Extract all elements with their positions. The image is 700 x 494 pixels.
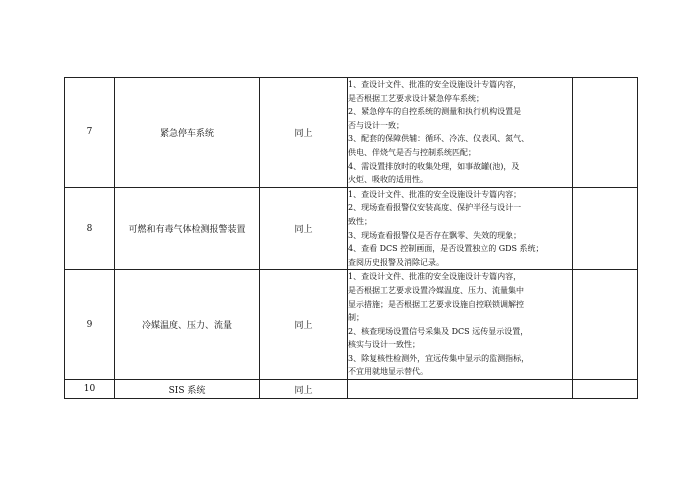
row-number: 8 xyxy=(65,187,115,270)
result-cell xyxy=(573,187,638,270)
result-cell xyxy=(573,78,638,188)
content-line: 3、现场查看报警仪是否存在飘零、失效的现象； xyxy=(348,230,522,240)
table-row xyxy=(65,380,638,399)
content-line: 是否根据工艺要求设计紧急停车系统； xyxy=(348,93,484,103)
check-content xyxy=(348,380,573,399)
table-row xyxy=(65,270,638,380)
content-line: 否与设计一致； xyxy=(348,120,404,130)
content-line: 2、紧急停车的自控系统的测量和执行机构设置是 xyxy=(348,107,522,117)
content-line: 3、配套的保障供辅：循环、冷冻、仪表风、氮气、 xyxy=(348,134,530,144)
content-line: 致性； xyxy=(348,216,372,226)
result-cell xyxy=(573,380,638,399)
content-line: 不宜用就地显示替代。 xyxy=(348,367,428,377)
result-cell xyxy=(573,270,638,380)
table-row xyxy=(65,187,638,270)
content-line: 制； xyxy=(348,313,364,323)
content-line: 是否根据工艺要求设置冷媒温度、压力、流量集中 xyxy=(348,285,524,295)
table-row xyxy=(65,78,638,188)
content-line: 显示措施；是否根据工艺要求设施自控联锁调解控 xyxy=(348,299,524,309)
content-line: 4、需设置排放时的收集处理，如事故罐(池)，及 xyxy=(348,161,520,171)
content-line: 2、现场查看报警仪安装高度、保护半径与设计一 xyxy=(348,203,522,213)
row-number: 9 xyxy=(65,270,115,380)
row-number: 7 xyxy=(65,78,115,188)
content-line: 核实与设计一致性； xyxy=(348,340,420,350)
item-name: 可燃和有毒气体检测报警装置 xyxy=(115,187,260,270)
content-line: 查阅历史报警及消除记录。 xyxy=(348,257,444,267)
content-line: 火炬、吸收的适用性。 xyxy=(348,175,428,185)
check-content xyxy=(348,187,573,270)
item-name: SIS 系统 xyxy=(115,380,260,399)
check-method: 同上 xyxy=(260,78,348,188)
content-line: 4、查看 DCS 控制画面，是否设置独立的 GDS 系统； xyxy=(348,244,544,254)
check-content xyxy=(348,270,573,380)
row-number: 10 xyxy=(65,380,115,399)
check-content xyxy=(348,78,573,188)
item-name: 冷媒温度、压力、流量 xyxy=(115,270,260,380)
content-line: 1、查设计文件、批准的安全设施设计专篇内容； xyxy=(348,189,522,199)
inspection-table xyxy=(64,77,638,399)
content-line: 3、除复核性检测外，宜远传集中显示的监测指标， xyxy=(348,353,530,363)
check-method: 同上 xyxy=(260,270,348,380)
content-line: 供电、伴烧气是否与控制系统匹配； xyxy=(348,147,476,157)
item-name: 紧急停车系统 xyxy=(115,78,260,188)
content-line: 2、核查现场设置信号采集及 DCS 远传显示设置， xyxy=(348,326,529,336)
check-method: 同上 xyxy=(260,380,348,399)
content-line: 1、查设计文件、批准的安全设施设计专篇内容， xyxy=(348,272,522,282)
check-method: 同上 xyxy=(260,187,348,270)
content-line: 1、查设计文件、批准的安全设施设计专篇内容， xyxy=(348,80,522,89)
